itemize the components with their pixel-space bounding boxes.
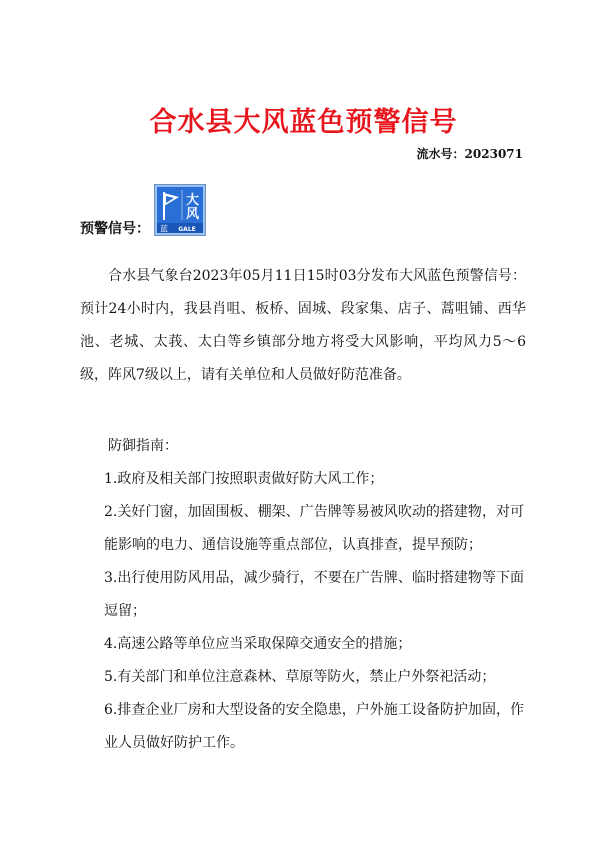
list-item: 4.高速公路等单位应当采取保障交通安全的措施； <box>104 636 412 652</box>
list-item: 1.政府及相关部门按照职责做好防大风工作； <box>104 471 384 487</box>
guide-list <box>104 463 524 760</box>
icon-char-wind: 风 <box>185 207 200 222</box>
list-item: 5.有关部门和单位注意森林、草原等防火，禁止户外祭祀活动； <box>104 669 496 685</box>
serial-number: 流水号：2023071 <box>416 147 523 161</box>
icon-char-big: 大 <box>185 193 200 208</box>
icon-color-char: 蓝 <box>160 224 168 234</box>
list-item: 2.关好门窗，加固围板、棚架、广告牌等易被风吹动的搭建物，对可能影响的电力、通信设施等重点部位，认真排查，提早预防； <box>104 504 524 553</box>
announcement-paragraph: 合水县气象台2023年05月11日15时03分发布大风蓝色预警信号：预计24小时内，我县肖咀、板桥、固城、段家集、店子、蒿咀铺、西华池、老城、太莪、太白等乡镇部分地方将受大风影响，平均风力5～6级，阵风7级以上，请有关单位和人员做好防范准备。 <box>80 268 526 383</box>
icon-english: GALE <box>178 226 196 233</box>
gale-blue-signal-icon <box>154 184 206 236</box>
guide-heading: 防御指南： <box>108 438 178 454</box>
page-title: 合水县大风蓝色预警信号 <box>149 107 458 138</box>
list-item: 6.排查企业厂房和大型设备的安全隐患，户外施工设备防护加固，作业人员做好防护工作。 <box>104 702 524 751</box>
list-item: 3.出行使用防风用品，减少骑行，不要在广告牌、临时搭建物等下面逗留； <box>104 570 524 619</box>
signal-label: 预警信号： <box>80 221 150 237</box>
